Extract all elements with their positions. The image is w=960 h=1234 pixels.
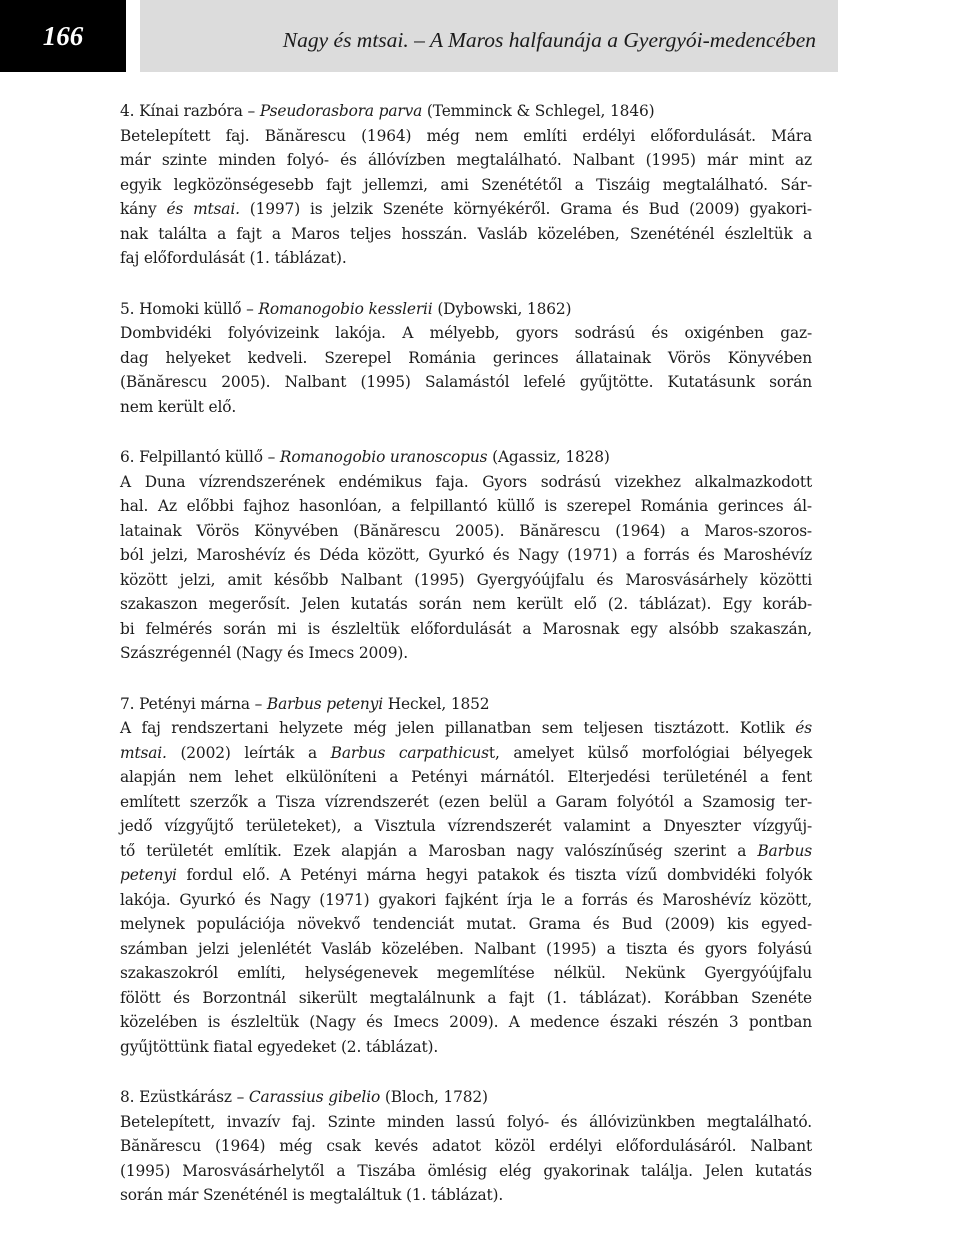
text-line (120, 197, 812, 222)
text-line (120, 1110, 812, 1135)
text-run: dag helyeket kedveli. Szerepel Románia gerinces állatainak Vörös Könyvében (120, 348, 812, 367)
text-run: gyűjtöttünk fiatal egyedeket (2. táblázat). (120, 1037, 439, 1056)
text-line (120, 1134, 812, 1159)
text-line (120, 937, 812, 962)
text-run: lakója. Gyurkó és Nagy (1971) gyakori fajként írja le a forrás és Maroshévíz között, (120, 890, 812, 909)
text-line (120, 124, 812, 149)
text-run: ból jelzi, Maroshévíz és Déda között, Gyurkó és Nagy (1971) a forrás és Maroshévíz (120, 546, 812, 564)
text-line (120, 246, 812, 271)
text-line (120, 592, 812, 617)
italic-run: Barbus (757, 841, 812, 860)
text-run: jedő vízgyűjtő területeket), a Visztula vízrendszerét valamint a Dnyeszter vízgyűj- (120, 817, 812, 835)
text-run: Betelepített faj. Bănărescu (1964) még nem említi erdélyi előfordulását. Mára (120, 126, 812, 145)
text-line (120, 1010, 812, 1035)
italic-run: Barbus carpathicus (330, 743, 489, 762)
species-section (120, 692, 812, 1060)
text-line (120, 148, 812, 173)
text-run: közelében is észleltük (Nagy és Imecs 2009). A medence északi részén 3 pontban (120, 1013, 812, 1031)
text-line (120, 173, 812, 198)
text-run: 5. Homoki küllő – (120, 299, 259, 318)
text-run: Betelepített, invazív faj. Szinte minden lassú folyó- és állóvizünkben megtalálható. (120, 1112, 812, 1131)
text-run: faj előfordulását (1. táblázat). (120, 249, 347, 267)
text-run: (1995) Marosvásárhelytől a Tiszába ömlésig elég gyakorinak találja. Jelen kutatás (120, 1161, 812, 1180)
text-run: egyik legközönségesebb fajt jellemzi, ami Szenététől a Tiszáig megtalálható. Sár- (120, 175, 812, 194)
text-line (120, 863, 812, 888)
text-run: említett szerzők a Tisza vízrendszerét (ezen belül a Garam folyótól a Szamosig ter- (120, 792, 812, 811)
text-run: (Temminck & Schlegel, 1846) (422, 102, 655, 120)
species-section (120, 297, 812, 420)
text-run: között jelzi, amit később Nalbant (1995) Gyergyóújfalu és Marosvásárhely közötti (120, 570, 812, 589)
text-run: hal. Az előbbi fajhoz hasonlóan, a felpillantó küllő is szerepel Románia gerinces ál- (120, 497, 812, 515)
text-run: 4. Kínai razbóra – (120, 102, 260, 120)
text-run: szakaszon megerősít. Jelen kutatás során nem került elő (2. táblázat). Egy koráb- (120, 595, 812, 613)
text-line (120, 790, 812, 815)
page-header (0, 0, 960, 72)
text-run: (Agassiz, 1828) (487, 448, 610, 466)
text-line (120, 346, 812, 371)
italic-run: Carassius gibelio (248, 1088, 381, 1106)
text-run: nem került elő. (120, 397, 237, 416)
running-title: Nagy és mtsai. – A Maros halfaunája a Gyergyói-medencében (140, 0, 838, 72)
species-heading (120, 99, 812, 124)
text-line (120, 543, 812, 568)
text-run: bi felmérés során mi is észleltük előfordulását a Marosnak egy alsóbb szakaszán, (120, 619, 812, 638)
text-line (120, 568, 812, 593)
text-run: A Duna vízrendszerének endémikus faja. Gyors sodrású vizekhez alkalmazkodott (120, 472, 812, 491)
text-run: alapján nem lehet elkülöníteni a Petényi márnától. Elterjedési területénél a fent (120, 768, 812, 786)
text-line (120, 1183, 812, 1208)
species-section (120, 445, 812, 666)
text-line (120, 222, 812, 247)
species-section (120, 1085, 812, 1208)
italic-run: és mtsai. (166, 200, 240, 218)
text-line (120, 370, 812, 395)
italic-run: petenyi (120, 866, 177, 884)
text-run: fordul elő. A Petényi márna hegyi patakok és tiszta vízű dombvidéki folyók (176, 866, 812, 884)
species-heading (120, 1085, 812, 1110)
text-line (120, 814, 812, 839)
text-run: A faj rendszertani helyzete még jelen pillanatban sem teljesen tisztázott. Kotlik (120, 719, 796, 737)
species-heading (120, 297, 812, 322)
text-run: (1997) is jelzik Szenéte környékéről. Grama és Bud (2009) gyakori- (239, 200, 812, 218)
species-heading (120, 692, 812, 717)
species-section (120, 99, 812, 271)
text-line (120, 716, 812, 741)
text-run: melynek populációja növekvő tendenciát mutat. Grama és Bud (2009) kis egyed- (120, 915, 812, 933)
text-line (120, 888, 812, 913)
text-line (120, 741, 812, 766)
text-run: tő területét említik. Ezek alapján a Marosban nagy valószínűség szerint a (120, 841, 758, 860)
italic-run: Pseudorasbora parva (259, 102, 423, 120)
text-run: kány (120, 200, 167, 218)
text-run: latainak Vörös Könyvében (Bănărescu 2005). Bănărescu (1964) a Maros-szoros- (120, 521, 812, 540)
text-run: (2002) leírták a (166, 743, 331, 762)
text-run: 8. Ezüstkárász – (120, 1088, 249, 1106)
text-line (120, 1159, 812, 1184)
text-run: nak találta a fajt a Maros teljes hosszán. Vasláb közelében, Szenéténél észleltük a (120, 224, 812, 243)
text-run: (Bloch, 1782) (380, 1088, 488, 1106)
page-number: 166 (0, 0, 126, 72)
italic-run: és (795, 719, 812, 737)
italic-run: Barbus petenyi (266, 694, 384, 713)
text-run: 6. Felpillantó küllő – (120, 448, 280, 466)
text-line (120, 641, 812, 666)
text-run: 7. Petényi márna – (120, 694, 267, 713)
italic-run: Romanogobio kesslerii (258, 299, 433, 318)
text-run: (Bănărescu 2005). Nalbant (1995) Salamástól lefelé gyűjtötte. Kutatásunk során (120, 373, 812, 391)
text-line (120, 395, 812, 420)
text-line (120, 839, 812, 864)
text-line (120, 765, 812, 790)
italic-run: Romanogobio uranoscopus (279, 448, 488, 466)
text-run: Bănărescu (1964) még csak kevés adatot közöl erdélyi előfordulásáról. Nalbant (120, 1137, 812, 1155)
text-line (120, 912, 812, 937)
text-run: Dombvidéki folyóvizeink lakója. A mélyebb, gyors sodrású és oxigénben gaz- (120, 324, 812, 342)
text-line (120, 519, 812, 544)
article-body (120, 99, 812, 1234)
text-run: t, amelyet külső morfológiai bélyegek (488, 743, 813, 762)
text-line (120, 321, 812, 346)
text-run: fölött és Borzontnál sikerült megtalálnunk a fajt (1. táblázat). Korábban Szenéte (120, 988, 812, 1007)
text-run: számban jelzi jelenlétét Vasláb közelében. Nalbant (1995) a tiszta és gyors folyású (120, 939, 812, 958)
text-run: Heckel, 1852 (383, 694, 490, 713)
text-run: Szászrégennél (Nagy és Imecs 2009). (120, 644, 408, 662)
text-run: (Dybowski, 1862) (432, 299, 572, 318)
text-run: már szinte minden folyó- és állóvízben megtalálható. Nalbant (1995) már mint az (120, 151, 812, 169)
text-line (120, 986, 812, 1011)
text-line (120, 617, 812, 642)
text-line (120, 470, 812, 495)
text-line (120, 961, 812, 986)
text-run: során már Szenéténél is megtaláltuk (1. táblázat). (120, 1186, 504, 1204)
species-heading (120, 445, 812, 470)
italic-run: mtsai. (120, 743, 167, 762)
text-line (120, 494, 812, 519)
text-line (120, 1035, 812, 1060)
text-run: szakaszokról említi, helységenevek megemlítése nélkül. Nekünk Gyergyóújfalu (120, 964, 812, 982)
